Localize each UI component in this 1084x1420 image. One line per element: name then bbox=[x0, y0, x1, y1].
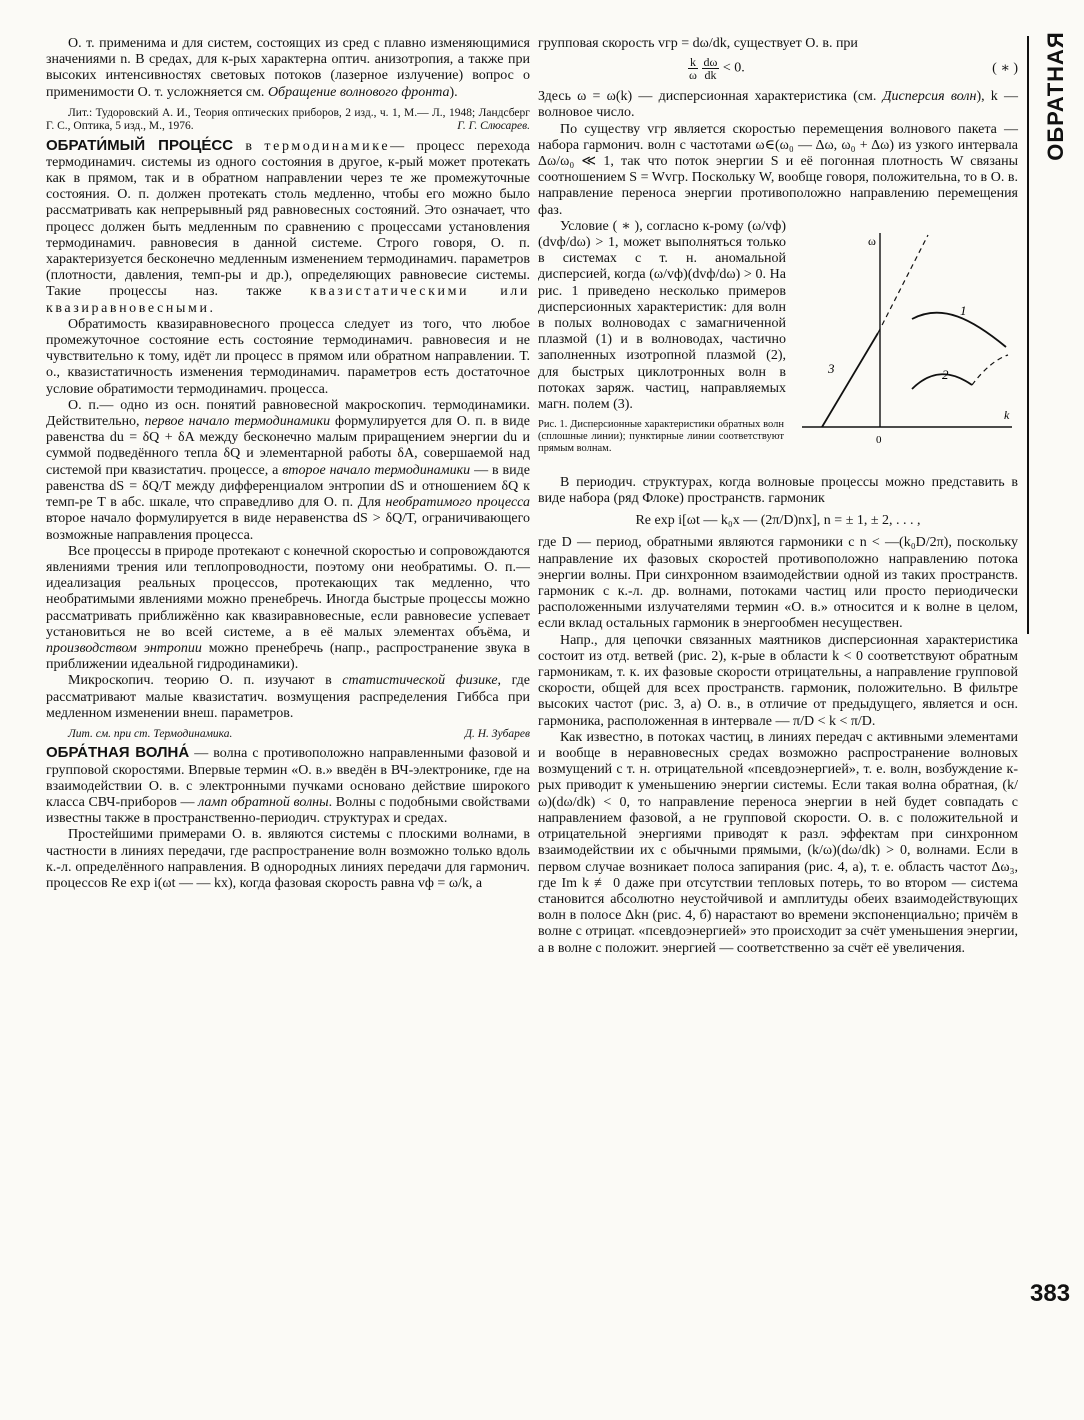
omega-axis-label: ω bbox=[868, 233, 876, 248]
article-backward-wave: ОБРА́ТНАЯ ВОЛНА́ — волна с противоположно направленными фазовой и групповой скоростями. Впервые термин «О. в.» введён в ВЧ-электронике, где на взаимодействии О. в. с электронными пучками основано действие широкого класса СВЧ-приборов — ламп обратной волны. Волны с подобными свойствами известны также в пространственно-периодич. структурах и средах. bbox=[46, 744, 531, 827]
figure-wrap bbox=[538, 219, 1018, 475]
right-paragraph-2: Здесь ω = ω(k) — дисперсионная характеристика (см. Дисперсия волн), k — волновое число. bbox=[538, 89, 1019, 121]
curve-3-dashed bbox=[878, 235, 928, 333]
proc-paragraph-3: О. п.— одно из осн. понятий равновесной макроскопич. термодинамики. Действительно, первое начало термодинамики формулируется для О. п. в виде равенства du = δQ + δA между бесконечно малым приращением энергии du и суммой подведённого тепла δQ и элементарной работы δA, совершаемой над системой при квазистатич. процессе, а второе начало термодинамики — в виде равенства dS = δQ/T между дифференциалом энтропии dS и отношением δQ к темп-ре T в абс. шкале, что справедливо для О. п. Для необратимого процесса второе начало формулируется в виде неравенства dS > δQ/T, ограничивающего возможные направления процесса. bbox=[46, 397, 531, 543]
cross-ref-statistical-physics[interactable]: статистической физике bbox=[342, 673, 498, 689]
right-paragraph-3: По существу vгр является скоростью перемещения волнового пакета — набора гармонич. волн с частотами ω∈(ω₀ — Δω, ω₀ + Δω) из узкого интервала Δω/ω₀ ≪ 1, так что поток энергии S и её погонная плотность W связаны соотношением S = Wvгр. Поскольку W, вообще говоря, положительна, то в О. в. направление переноса энергии противоположно направлению перемещения фаз. bbox=[538, 121, 1018, 218]
curve-2-label: 2 bbox=[942, 366, 949, 382]
field-term: термодинамике bbox=[264, 138, 391, 154]
k-axis-label: k bbox=[1004, 407, 1010, 422]
cross-ref-second-law[interactable]: второе начало термодинамики bbox=[282, 462, 471, 478]
curve-2-dashed bbox=[972, 355, 1008, 385]
right-paragraph-1: групповая скорость vгр = dω/dk, существует О. в. при bbox=[538, 36, 858, 51]
wave-paragraph-2: Простейшими примерами О. в. являются системы с плоскими волнами, в частности в линиях передачи, где распространение волн возможно только вдоль к.-л. определённого направления. В однородных линиях передачи для гармонич. процессов Re exp i(ωt — — kx), когда фазовая скорость равна vф = ω/k, а bbox=[46, 827, 530, 891]
headword-backward-wave: ОБРА́ТНАЯ ВОЛНА́ bbox=[46, 744, 190, 762]
fraction-domega-dk: $\frac{d\omega}{dk}$ bbox=[703, 55, 718, 83]
fraction-k-omega: $\frac{k}{\omega}$ bbox=[689, 55, 697, 83]
cross-ref-irreversible[interactable]: необратимого процесса bbox=[385, 495, 531, 511]
curve-1 bbox=[912, 312, 1006, 346]
right-column bbox=[538, 36, 1018, 957]
formula-condition bbox=[538, 56, 1018, 81]
column-divider-rule bbox=[1027, 36, 1029, 634]
formula-label: ( ∗ ) bbox=[992, 60, 1018, 76]
formula-body: $\frac{k}{\omega}$ $\frac{d\omega}{dk}$ < 0. bbox=[689, 55, 745, 83]
figure-1 bbox=[792, 221, 1018, 471]
page-number: 383 bbox=[1030, 1280, 1071, 1307]
curve-3-label: 3 bbox=[828, 360, 835, 376]
spaced-term: квазистатическими или квазиравновесными. bbox=[46, 284, 530, 316]
cross-ref-bwo[interactable]: ламп обратной волны bbox=[198, 794, 329, 810]
cross-ref-entropy-production[interactable]: производством энтропии bbox=[46, 640, 202, 656]
proc-paragraph-5: Микроскопич. теорию О. п. изучают в статистической физике, где рассматривают малые квазистатич. возмущения распределения Гиббса при медленном изменении внеш. параметров. bbox=[46, 673, 530, 721]
author-signature-1: Г. Г. Слюсарев. bbox=[457, 120, 530, 133]
curve-3 bbox=[822, 333, 878, 427]
literature-1: Лит.: Тудоровский А. И., Теория оптических приборов, 2 изд., ч. 1, М.— Л., 1948; Ландсберг Г. С., Оптика, 5 изд., М., 1976. Г. Г. Слюсарев. bbox=[46, 106, 530, 133]
article-reversible-process: ОБРАТИ́МЫЙ ПРОЦЕ́СС в термодинамике— процесс перехода термодинамич. системы из одного состояния в другое, к-рый может протекать как в прямом, так и в обратном направлении через те же промежуточные состояния. О. п. должен протекать столь медленно, чтобы его можно было рассматривать как непрерывный ряд равновесных состояний. Это означает, что процесс должен быть медленным по сравнению с процессами установления термодинамич. равновесия в данной системе. Строго говоря, О. п. характеризуется бесконечно медленным изменением термодинамич. параметров (плотности, давления, темп-ры и др.), определяющих равновесие системы. Такие процессы наз. также квазистатическими или квазиравновесными. bbox=[46, 136, 530, 316]
formula-floquet: Re exp i[ωt — k₀x — (2π/D)nx], n = ± 1, ± 2, . . . , bbox=[635, 513, 921, 529]
left-column bbox=[46, 36, 530, 892]
cross-ref-first-law[interactable]: первое начало термодинамики bbox=[144, 414, 331, 430]
cross-ref-dispersion[interactable]: Дисперсия волн bbox=[882, 89, 977, 105]
right-paragraph-4: Условие ( ∗ ), согласно к-рому (ω/vф)(dvф/dω) > 1, может выполняться только в системах с т. н. аномальной дисперсией, когда (ω/vф)(dvф/dω) > 0. На рис. 1 приведено несколько примеров дисперсионных характеристик: для волн в полых волноводах с замагниченной плазмой (1) и в волноводах, частично заполненных изотропной плазмой (2), для быстрых циклотронных волн в потоках заряж. частиц, направляемых магн. полем (3). bbox=[538, 218, 786, 413]
right-paragraph-6: где D — период, обратными являются гармоники с n < —(k₀D/2π), поскольку направление их фазовых скоростей противоположно направлению потока энергии волны. При синхронном взаимодействии одной из таких пространств. гармоник с к.-л. др. волнами, потоками частиц или просто периодически расположенными излучателями термин «О. в.» относится и к волне в целом, если вклад остальных гармоник в энергообмен несуществен. bbox=[538, 535, 1018, 632]
proc-paragraph-2: Обратимость квазиравновесного процесса следует из того, что любое промежуточное состояние есть состояние термодинамич. равновесия и не чувствительно к тому, идёт ли процесс в прямом или обратном направлении. Т. о., квазистатичность изменения термодинамич. параметров есть достаточное условие обратимости термодинамич. процесса. bbox=[46, 316, 530, 397]
right-paragraph-7: Напр., для цепочки связанных маятников дисперсионная характеристика состоит из отд. ветвей (рис. 2), к-рые в области k < 0 соответствуют обратным гармоникам, т. к. их фазовые скорости отрицательны, а направление групповой скорости, общей для всех пространств. гармоник, положительно. В фильтре высоких частот (рис. 3, а) О. в., в отличие от предыдущего, является и осн. гармоника, расположенная в интервале — π/D < k < π/D. bbox=[538, 632, 1018, 729]
proc-paragraph-4: Все процессы в природе протекают с конечной скоростью и сопровождаются явлениями трения или теплопроводности, поэтому они необратимы. О. п.— идеализация реальных процессов, протекающих так медленно, что необратимыми явлениями можно пренебречь. Иногда быстрые процессы можно рассматривать приближённо как квазиравновесные, если равновесие успевает установиться не во всей системе, а в её малых элементах объёма, и производством энтропии можно пренебречь (напр., распространение звука в приближении идеальной гидродинамики). bbox=[46, 543, 530, 673]
running-head bbox=[1036, 30, 1076, 162]
running-head-text: ОБРАТНАЯ bbox=[1043, 31, 1068, 161]
origin-label: 0 bbox=[876, 433, 882, 446]
right-paragraph-8: Как известно, в потоках частиц, в линиях передач с активными элементами и вообще в неравновесных средах возможно распространение волновых возмущений с т. н. отрицательной «псевдоэнергией», т. е. волн, возбуждение к-рых приводит к уменьшению энергии системы. Если такая волна обратная, (k/ω)(dω/dk) < 0, то направление переноса энергии в ней будет совпадать с направлением фазовой, а не групповой скорости. О. в. с положительной и отрицательной энергиями приводят к разл. эффектам при синхронном взаимодействии их с обычными прямыми, (k/ω)(dω/dk) > 0, волнами. Если в первом случае возникает полоса запирания (рис. 4, а), т. е. область частот Δω₃, где Im k ≢ 0 даже при отсутствии тепловых потерь, то во втором — система становится абсолютно неустойчивой и амплитуды обеих взаимодействующих волн в полосе Δkн (рис. 4, б) нарастают во времени экспоненциально; причём в волне с отрицат. «псевдоэнергией» это происходит за счёт уменьшения энергии, а в волне с положит. энергией — соответственно за счёт её увеличения. bbox=[538, 729, 1018, 956]
figure-1-caption: Рис. 1. Дисперсионные характеристики обратных волн (сплошные линии); пунктирные линии соответствуют прямым волнам. bbox=[538, 419, 784, 454]
right-paragraph-5: В периодич. структурах, когда волновые процессы можно представить в виде набора (ряд Флоке) пространств. гармоник bbox=[538, 474, 1018, 507]
dispersion-diagram bbox=[792, 221, 1018, 471]
intro-cross-ref[interactable]: Обращение волнового фронта bbox=[267, 84, 450, 100]
author-signature-2: Д. Н. Зубарев bbox=[464, 727, 530, 740]
literature-2: Лит. см. при ст. Термодинамика. Д. Н. Зубарев bbox=[68, 727, 530, 740]
headword-reversible-process: ОБРАТИ́МЫЙ ПРОЦЕ́СС bbox=[46, 136, 234, 154]
intro-paragraph: О. т. применима и для систем, состоящих из сред с плавно изменяющимися значениями n. В средах, для к-рых характерна оптич. анизотропия, а также при высоких интенсивностях световых потоков (лазерное излучение) вопрос о применимости О. т. усложняется см. Обращение волнового фронта). bbox=[46, 36, 530, 100]
curve-1-label: 1 bbox=[960, 302, 967, 318]
